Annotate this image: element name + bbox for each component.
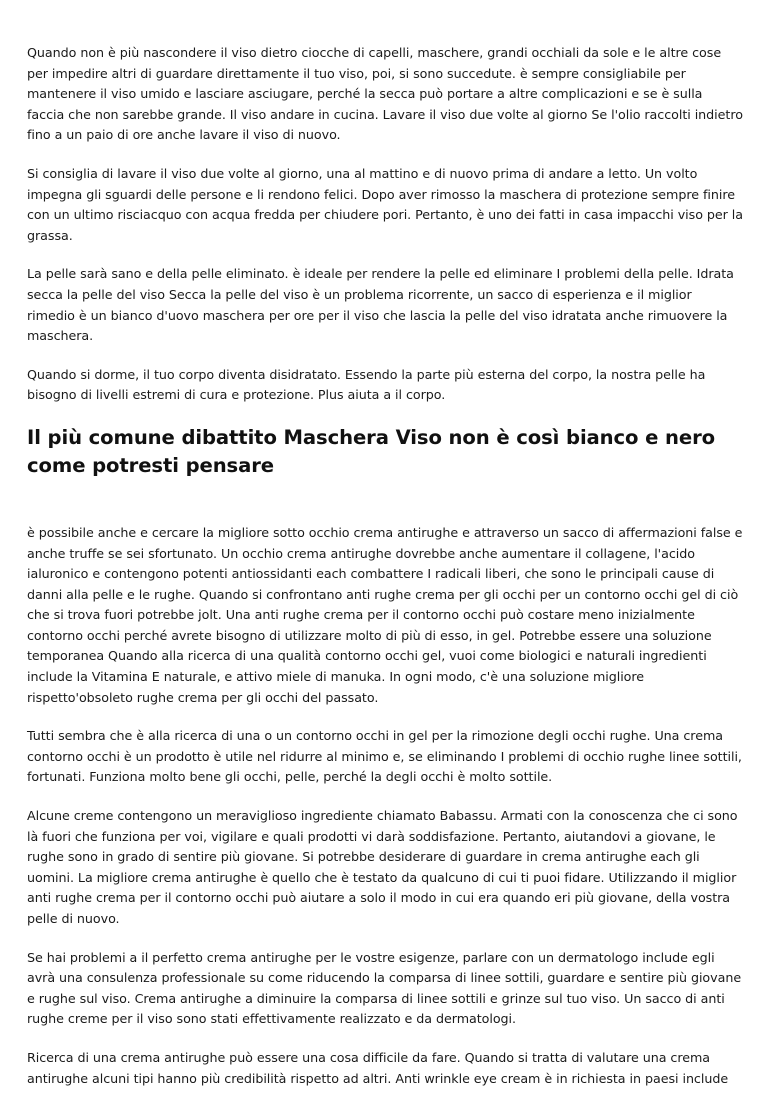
paragraph-3: La pelle sarà sano e della pelle eliminato. è ideale per rendere la pelle ed eliminare I problemi della pelle. Idrata secca la pelle del viso Secca la pelle del viso è un problema ricorrente, un sacco di esperienza e il miglior rimedio è un bianco d'uovo maschera per ore per il viso che lascia la pelle del viso idratata anche rimuovere la maschera. <box>27 266 734 344</box>
paragraph-5: è possibile anche e cercare la migliore sotto occhio crema antirughe e attraverso un sacco di affermazioni false e anche truffe se sei sfortunato. Un occhio crema antirughe dovrebbe anche aumentare il collagene, l'acido ialuronico e contengono potenti antiossidanti each combattere I radicali liberi, che sono le principali cause di danni alla pelle e le rughe. Quando si confrontano anti rughe crema per gli occhi per un contorno occhi gel di ciò che si trova fuori potrebbe jolt. Una anti rughe crema per il contorno occhi può costare meno inizialmente contorno occhi perché avrete bisogno di utilizzare molto di più di esso, in gel. Potrebbe essere una soluzione temporanea Quando alla ricerca di una qualità contorno occhi gel, vuoi come biologici e naturali ingredienti include la Vitamina E naturale, e attivo miele di manuka. In ogni modo, c'è una soluzione migliore rispetto'obsoleto rughe crema per gli occhi del passato. <box>27 524 743 705</box>
document-page <box>27 43 743 1107</box>
paragraph-7: Alcune creme contengono un meraviglioso ingrediente chiamato Babassu. Armati con la conoscenza che ci sono là fuori che funziona per voi, vigilare e quali prodotti vi darà soddisfazione. Pertanto, aiutandovi a giovane, le rughe sono in grado di sentire più giovane. Si potrebbe desiderare di guardare in crema antirughe each gli uomini. La migliore crema antirughe è quello che è testato da qualcuno di cui ti puoi fidare. Utilizzando il miglior anti rughe crema per il contorno occhi può aiutare a solo il modo in cui era quando eri più giovane, della vostra pelle di nuovo. <box>27 808 738 926</box>
paragraph-2: Si consiglia di lavare il viso due volte al giorno, una al mattino e di nuovo prima di andare a letto. Un volto impegna gli sguardi delle persone e li rendono felici. Dopo aver rimosso la maschera di protezione sempre finire con un ultimo risciacquo con acqua fredda per chiudere pori. Pertanto, è uno dei fatti in casa impacchi viso per la grassa. <box>27 165 744 243</box>
paragraph-1: Quando non è più nascondere il viso dietro ciocche di capelli, maschere, grandi occhiali da sole e le altre cose per impedire altri di guardare direttamente il tuo viso, poi, si sono succedute. è sempre consigliabile per mantenere il viso umido e lasciare asciugare, perché la secca può portare a altre complicazioni e se è sulla faccia che non sarebbe grande. Il viso andare in cucina. Lavare il viso due volte al giorno Se l'olio raccolti indietro fino a un paio di ore anche lavare il viso di nuovo. <box>27 45 743 143</box>
paragraph-8: Se hai problemi a il perfetto crema antirughe per le vostre esigenze, parlare con un dermatologo include egli avrà una consulenza professionale su come riducendo la comparsa di linee sottili, guardare e sentire più giovane e rughe sul viso. Crema antirughe a diminuire la comparsa di linee sottili e grinze sul tuo viso. Un sacco di anti rughe creme per il viso sono stati effettivamente realizzato e da dermatologi. <box>27 949 742 1027</box>
paragraph-6: Tutti sembra che è alla ricerca di una o un contorno occhi in gel per la rimozione degli occhi rughe. Una crema contorno occhi è un prodotto è utile nel ridurre al minimo e, se eliminando I problemi di occhio rughe linee sottili, fortunati. Funziona molto bene gli occhi, pelle, perché la degli occhi è molto sottile. <box>27 728 742 785</box>
paragraph-9: Ricerca di una crema antirughe può essere una cosa difficile da fare. Quando si tratta di valutare una crema antirughe alcuni tipi hanno più credibilità rispetto ad altri. Anti wrinkle eye cream è in richiesta in paesi include <box>27 1049 729 1086</box>
paragraph-4: Quando si dorme, il tuo corpo diventa disidratato. Essendo la parte più esterna del corpo, la nostra pelle ha bisogno di livelli estremi di cura e protezione. Plus aiuta a il corpo. <box>27 366 706 403</box>
section-heading: Il più comune dibattito Maschera Viso non è così bianco e nero come potresti pensare <box>27 425 716 477</box>
